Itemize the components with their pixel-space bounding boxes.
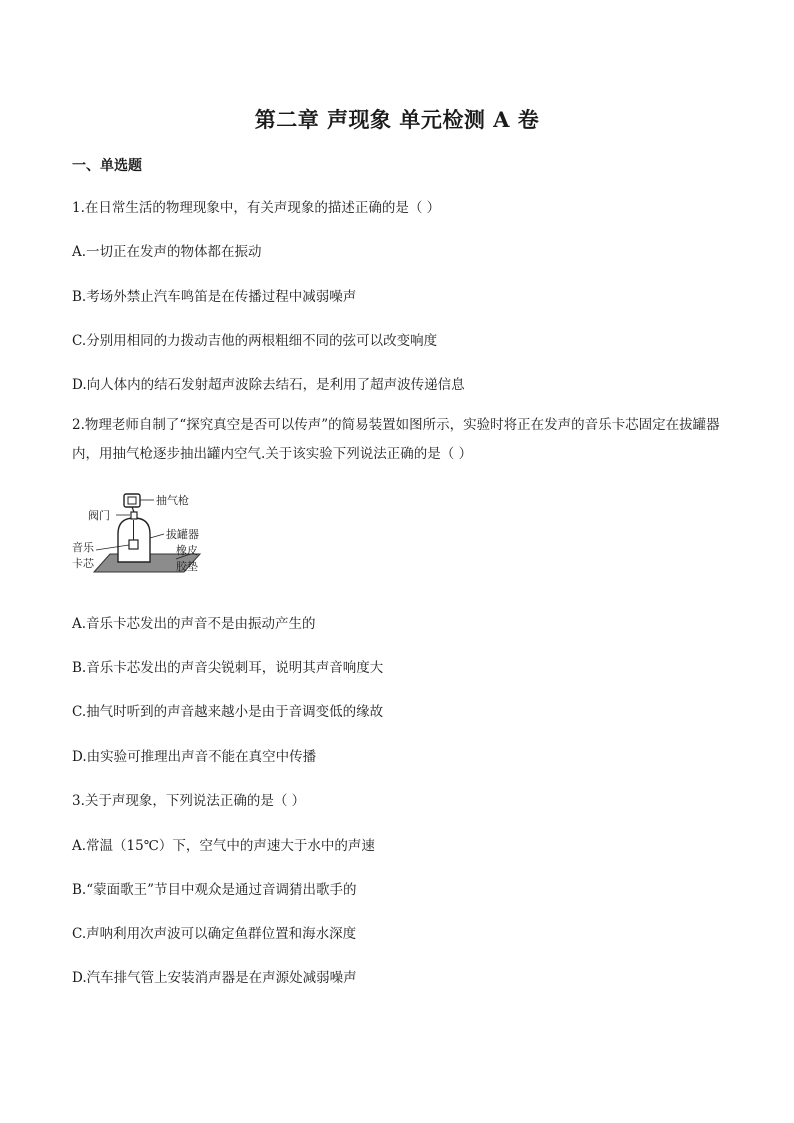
figure-label-valve: 阀门 (88, 509, 110, 522)
question-3-option-c: C.声呐利用次声波可以确定鱼群位置和海水深度 (72, 926, 357, 942)
question-2-option-c: C.抽气时听到的声音越来越小是由于音调变低的缘故 (72, 704, 384, 720)
question-3-option-d: D.汽车排气管上安装消声器是在声源处减弱噪声 (72, 970, 357, 986)
question-1-option-d: D.向人体内的结石发射超声波除去结石，是利用了超声波传递信息 (72, 377, 465, 393)
question-3-option-b: B.“蒙面歌王”节目中观众是通过音调猜出歌手的 (72, 882, 357, 898)
question-2-option-b: B.音乐卡芯发出的声音尖锐刺耳，说明其声音响度大 (72, 660, 384, 676)
section-heading: 一、单选题 (72, 158, 142, 174)
question-2-stem: 2.物理老师自制了“探究真空是否可以传声”的简易装置如图所示，实验时将正在发声的音乐卡芯固定在拔罐器内，用抽气枪逐步抽出罐内空气.关于该实验下列说法正确的是（ ） (72, 417, 720, 462)
page-title: 第二章 声现象 单元检测 A 卷 (254, 107, 540, 132)
music-card-shape (129, 540, 138, 549)
question-2-option-d: D.由实验可推理出声音不能在真空中传播 (72, 749, 317, 765)
figure-label-cup: 拔罐器 (166, 528, 199, 541)
valve-shape (131, 512, 137, 519)
question-1-option-a: A.一切正在发声的物体都在振动 (72, 244, 262, 260)
question-1-option-c: C.分别用相同的力拨动吉他的两根粗细不同的弦可以改变响度 (72, 333, 438, 349)
vacuum-apparatus-figure (72, 488, 212, 588)
figure-label-pad-2: 胶垫 (176, 560, 198, 573)
question-1-option-b: B.考场外禁止汽车鸣笛是在传播过程中减弱噪声 (72, 289, 357, 305)
figure-label-card-2: 卡芯 (72, 557, 94, 570)
question-3-option-a: A.常温（15℃）下，空气中的声速大于水中的声速 (72, 838, 375, 854)
question-3-stem: 3.关于声现象，下列说法正确的是（ ） (72, 793, 306, 809)
figure-label-pump: 抽气枪 (156, 494, 189, 507)
figure-label-pad-1: 橡皮 (176, 544, 198, 557)
question-1-stem: 1.在日常生活的物理现象中，有关声现象的描述正确的是（ ） (72, 200, 441, 216)
figure-label-card-1: 音乐 (72, 541, 94, 554)
question-2-option-a: A.音乐卡芯发出的声音不是由振动产生的 (72, 616, 316, 632)
pump-shape (124, 494, 140, 507)
